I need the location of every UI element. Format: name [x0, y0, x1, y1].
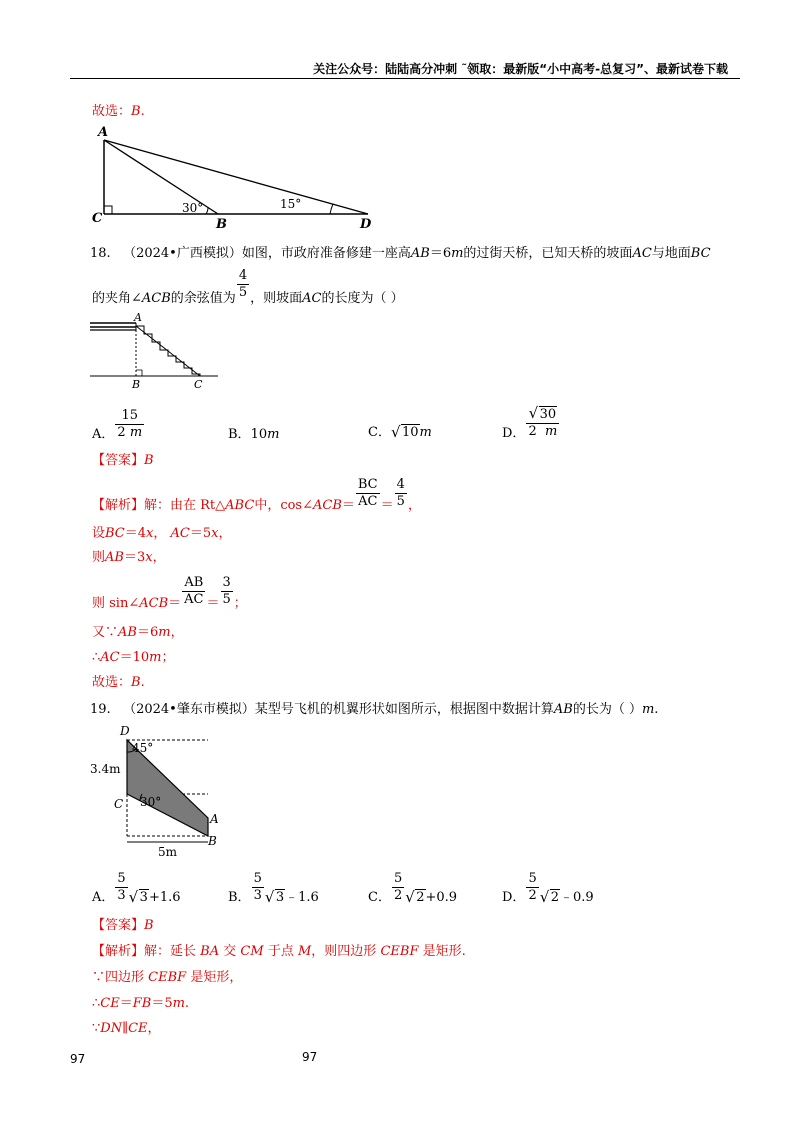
label-A: A: [210, 812, 219, 826]
q19-option-b[interactable]: B． $\frac{5}{3}$ √ 3﹣1.6: [228, 866, 319, 905]
label-C: C: [194, 378, 203, 391]
page-number-center: 97: [302, 1050, 318, 1064]
figure-wing: [90, 722, 240, 857]
label-B: B: [216, 217, 227, 230]
label-C: C: [92, 211, 103, 226]
q18-solution-line6: ∴AC＝10m；: [92, 650, 175, 665]
q18-solution-line3: 则AB＝3x，: [92, 550, 166, 565]
q19-option-c[interactable]: C． $\frac{5}{2}$ √ 2+0.9: [368, 866, 457, 905]
label-A: A: [98, 125, 109, 140]
figure-bridge: [90, 310, 220, 392]
prev-answer-line: 故选：B.: [92, 104, 145, 119]
q19-stem: 19. （2024•肇东市模拟）某型号飞机的机翼形状如图所示，根据图中数据计算AB的长为（ ）m.: [90, 702, 659, 717]
figure-triangle-acd: [90, 118, 380, 230]
q18-option-a[interactable]: A． $\frac{15}{2 m}$: [92, 408, 143, 442]
q18-stem-line1: 18. （2024•广西模拟）如图，市政府准备修建一座高AB＝6m的过街天桥，已知天桥的坡面AC与地面BC: [90, 246, 711, 261]
label-A: A: [134, 311, 142, 324]
q19-solution-line2: ∵四边形 CEBF 是矩形，: [92, 970, 243, 985]
label-D: D: [360, 217, 372, 230]
width-label: 5m: [158, 845, 178, 857]
page-number-left: 97: [70, 1052, 86, 1066]
q19-solution-line1: 【解析】解：延长 BA 交 CM 于点 M，则四边形 CEBF 是矩形.: [92, 944, 466, 959]
q19-solution-line3: ∴CE＝FB＝5m.: [92, 996, 190, 1011]
angle-30: 30°: [182, 201, 204, 215]
header-rule: [70, 78, 740, 79]
q18-option-b[interactable]: B．10m: [228, 427, 280, 442]
page-header: 关注公众号：陆陆高分冲刺 ˜领取：最新版“小中高考-总复习”、最新试卷下载: [313, 62, 728, 76]
q18-solution-line1: 【解析】解：由在 Rt△ABC中，cos∠ACB＝ $\frac{BC}{AC}$ ＝ $\frac{4}{5}$ ，: [92, 477, 421, 513]
q18-solution-line2: 设BC＝4x， AC＝5x，: [92, 526, 232, 541]
label-C: C: [114, 797, 124, 811]
q18-solution-line5: 又∵AB＝6m，: [92, 625, 184, 640]
q18-stem-line2: 的夹角∠ACB的余弦值为 $\frac{4}{5}$ ，则坡面AC的长度为（ ）: [92, 268, 404, 306]
q18-option-c[interactable]: C．√ 10m: [368, 421, 432, 440]
q19-solution-line4: ∵DN∥CE，: [92, 1021, 161, 1036]
angle-30: 30°: [140, 795, 162, 809]
q18-solution-line4: 则 sin∠ACB＝ $\frac{AB}{AC}$ ＝ $\frac{3}{5}$ ；: [92, 575, 247, 611]
q19-option-a[interactable]: A． $\frac{5}{3}$ √ 3+1.6: [92, 866, 181, 905]
q18-option-d[interactable]: D． √ $\frac{30}{2 m}$: [502, 400, 560, 441]
height-label: 3.4m: [90, 762, 121, 776]
q18-solution-line7: 故选：B.: [92, 675, 145, 690]
label-B: B: [132, 378, 141, 391]
q19-option-d[interactable]: D． $\frac{5}{2}$ √ 2﹣0.9: [502, 866, 594, 905]
label-D: D: [120, 724, 130, 738]
q19-answer: 【答案】B: [92, 918, 154, 933]
label-B: B: [208, 834, 217, 848]
angle-15: 15°: [280, 197, 302, 211]
q18-answer: 【答案】B: [92, 453, 154, 468]
angle-45: 45°: [132, 741, 154, 755]
